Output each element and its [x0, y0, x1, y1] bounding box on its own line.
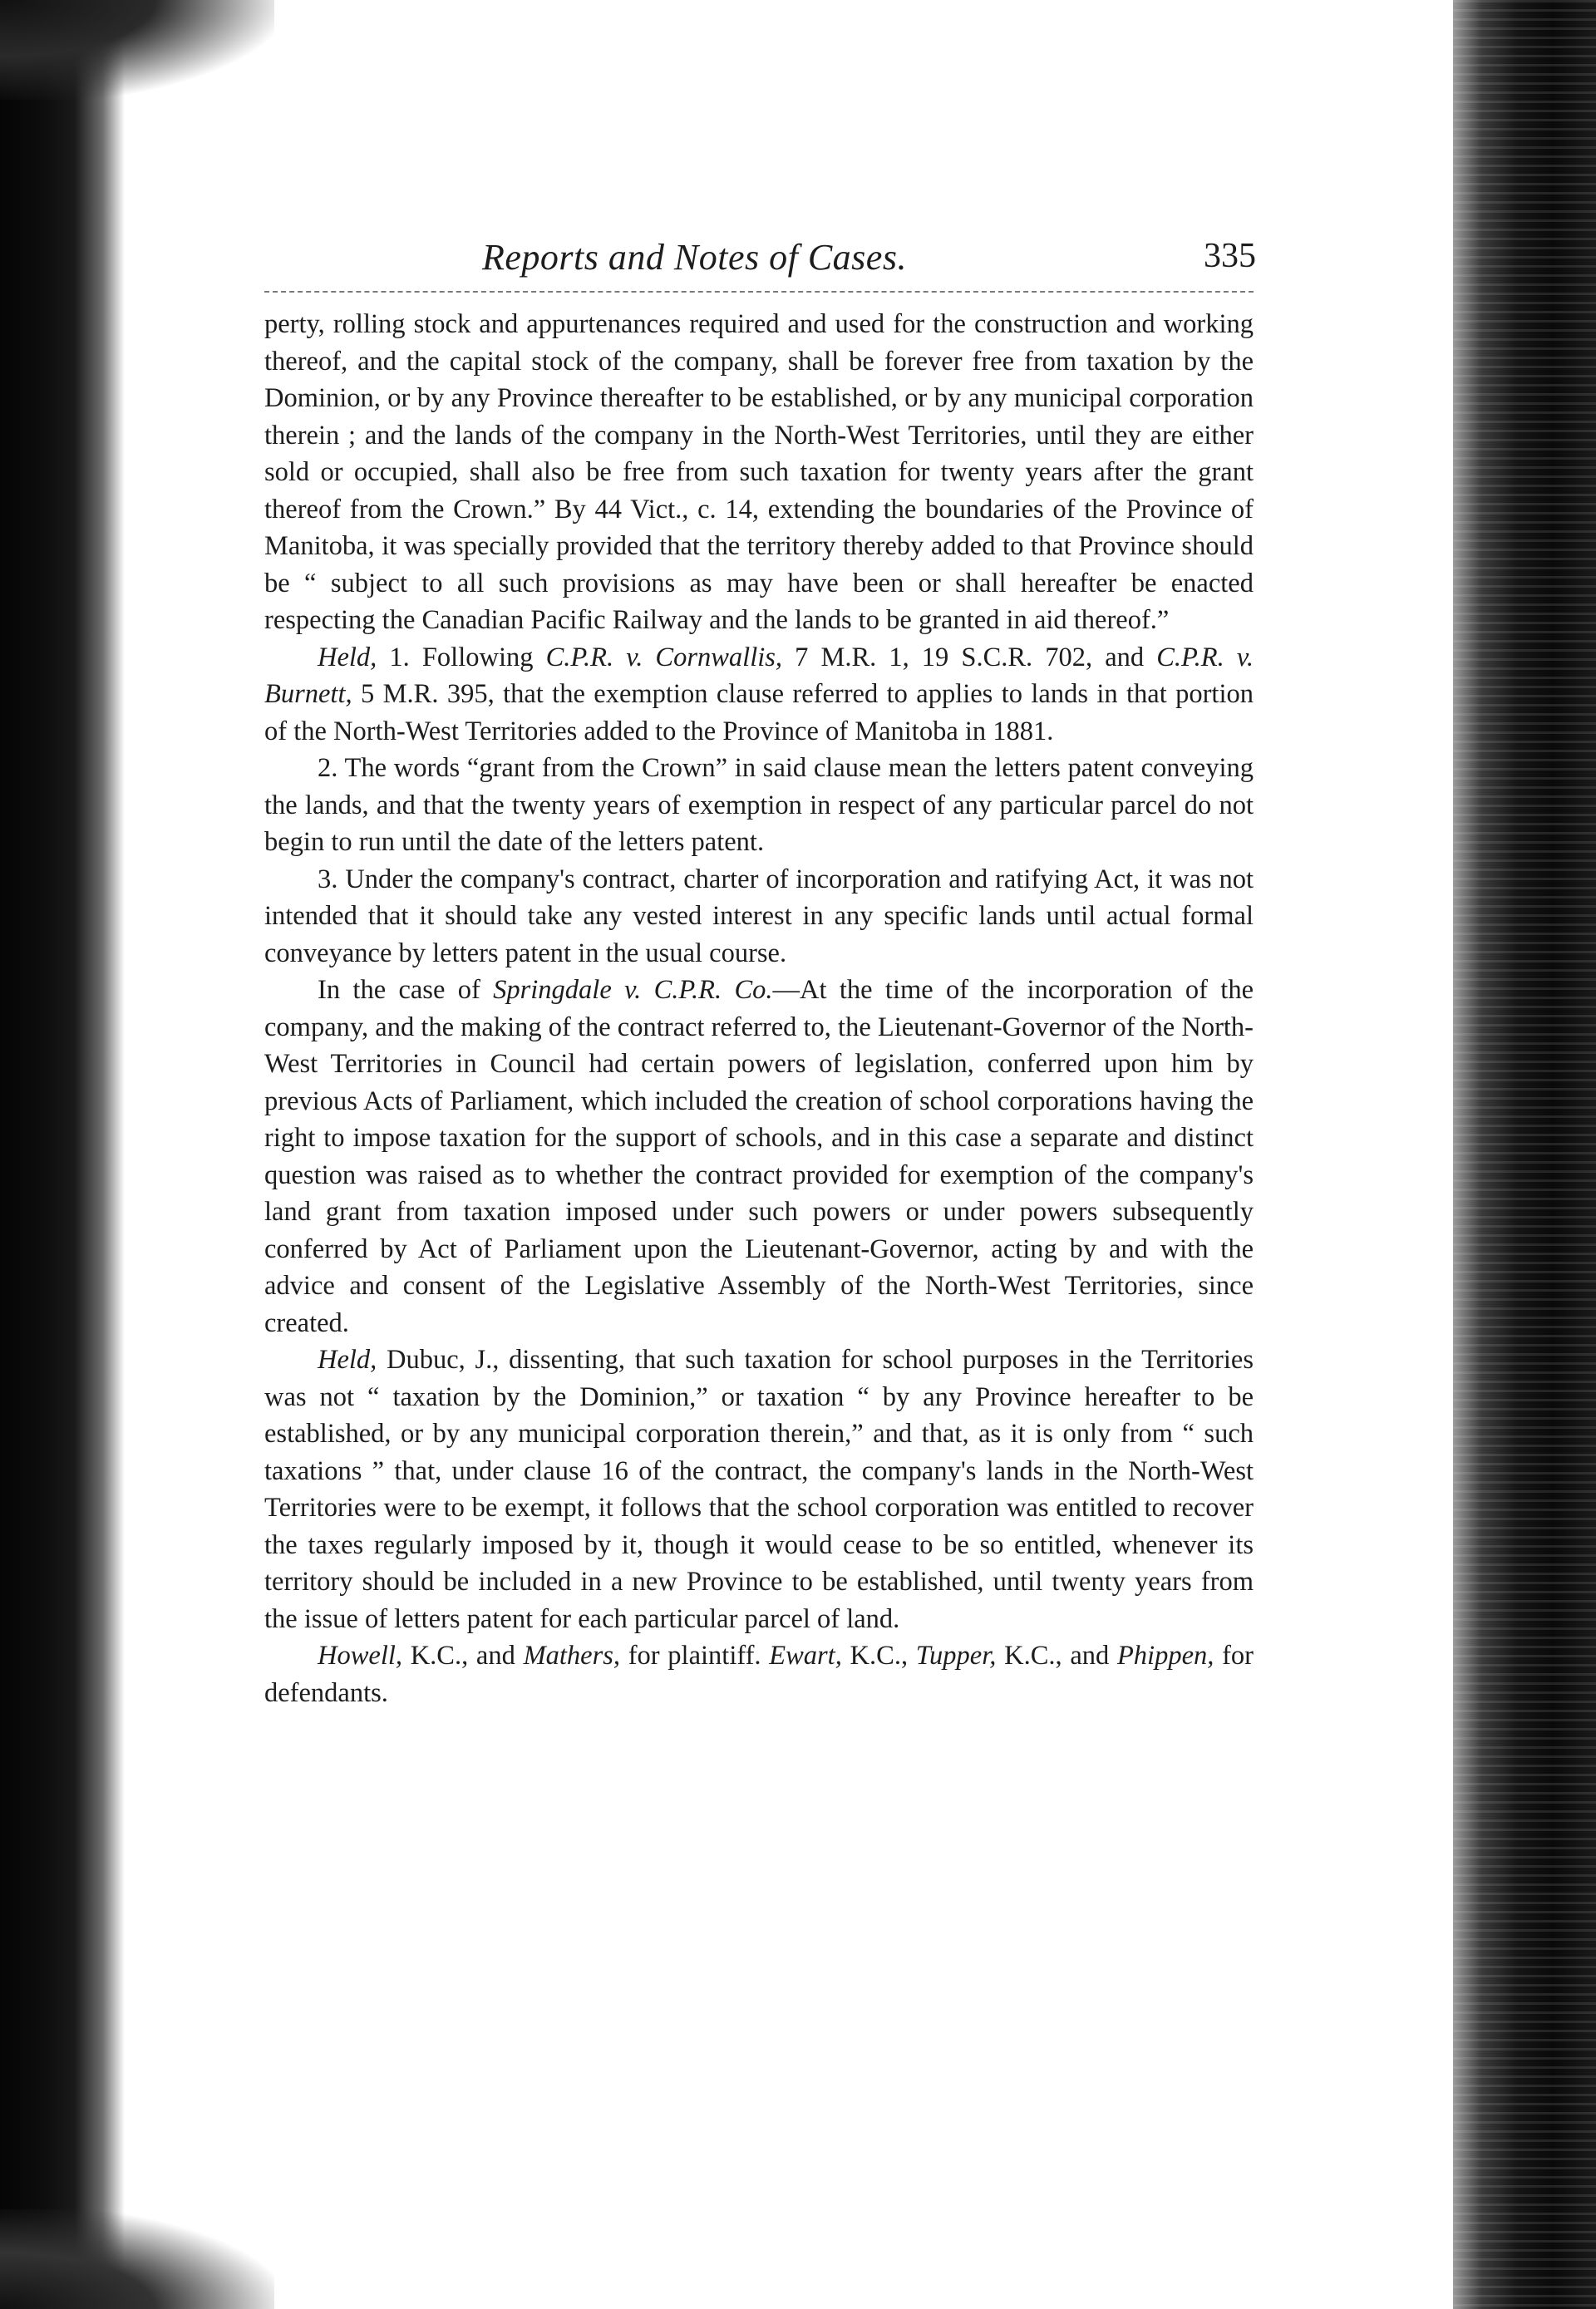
scan-edge-right	[1453, 0, 1596, 2309]
paragraph-held-1	[264, 639, 1254, 751]
case-citation: Springdale v. C.P.R. Co.	[493, 975, 773, 1005]
counsel-name: Phippen,	[1116, 1641, 1214, 1671]
held-label: Held,	[318, 1345, 377, 1375]
text-run: for defendants.	[264, 1641, 1254, 1708]
text-run: for plaintiff.	[620, 1641, 770, 1671]
running-head: Reports and Notes of Cases.	[482, 237, 907, 278]
counsel-name: Mathers,	[523, 1641, 621, 1671]
book-page	[264, 224, 1254, 1711]
counsel-name: Ewart,	[769, 1641, 842, 1671]
case-citation: C.P.R. v. Cornwallis,	[545, 642, 783, 672]
text-run: K.C.,	[841, 1641, 916, 1671]
scan-shadow-left	[0, 0, 125, 2309]
text-run: —At the time of the incorporation of the company, and the making of the contract referred to, the Lieutenant-Governor of the North-West Territories in Council had certain powers of legislation, conferred upon him by previous Acts of Parliament, which included the creation of school corporations having the right to impose taxation for the support of schools, and in this case a separate and distinct question was raised as to whether the contract provided for exemption of the company's land grant from taxation imposed under such powers or under powers subsequently conferred by Act of Parliament upon the Lieutenant-Governor, acting by and with the advice and consent of the Legislative Assembly of the North-West Territories, since created.	[264, 975, 1254, 1338]
paragraph-springdale	[264, 972, 1254, 1342]
page-header	[264, 224, 1254, 286]
paragraph-counsel	[264, 1637, 1254, 1711]
text-run: Dubuc, J., dissenting, that such taxation for school purposes in the Territories was not “ taxation by the Dominion,” or taxation “ by any Province hereafter to be established, or by any municipal corporation therein,” and that, as it is only from “ such taxations ” that, under clause 16 of the contract, the company's lands in the North-West Territories were to be exempt, it follows that the school corporation was entitled to recover the taxes regularly imposed by it, though it would cease to be so entitled, whenever its territory should be included in a new Province to be established, until twenty years from the issue of letters patent for each particular parcel of land.	[264, 1345, 1254, 1634]
scan-shadow-left-bottom	[0, 2209, 274, 2309]
body-text	[264, 306, 1254, 1711]
text-run: 5 M.R. 395, that the exemption clause referred to applies to lands in that portion of the North-West Territories added to the Province of Manitoba in 1881.	[264, 679, 1254, 746]
header-rule	[264, 291, 1254, 293]
text-run: 1. Following	[377, 642, 546, 672]
scan-shadow-left-top	[0, 0, 274, 100]
held-label: Held,	[318, 642, 377, 672]
text-run: K.C., and	[402, 1641, 524, 1671]
text-run: 7 M.R. 1, 19 S.C.R. 702, and	[782, 642, 1157, 672]
text-run: In the case of	[318, 975, 494, 1005]
paragraph-held-2: 2. The words “grant from the Crown” in said clause mean the letters patent conveying the lands, and that the twenty years of exemption in respect of any particular parcel do not begin to run until the date of the letters patent.	[264, 753, 1254, 857]
text-run: K.C., and	[996, 1641, 1117, 1671]
case-citation: C.P.R. v. Burnett,	[264, 642, 1254, 709]
paragraph-held-dissent	[264, 1342, 1254, 1637]
paragraph-held-3: 3. Under the company's contract, charter of incorporation and ratifying Act, it was not intended that it should take any vested interest in any specific lands until actual formal conveyance by letters patent in the usual course.	[264, 864, 1254, 968]
paragraph-statute-continuation: perty, rolling stock and appurtenances required and used for the construction and working thereof, and the capital stock of the company, shall be forever free from taxation by the Dominion, or by any Province thereafter to be established, or by any municipal corporation therein ; and the lands of the company in the North-West Territories, until they are either sold or occupied, shall also be free from such taxation for twenty years after the grant thereof from the Crown.” By 44 Vict., c. 14, extending the boundaries of the Province of Manitoba, it was specially provided that the territory thereby added to that Province should be “ subject to all such provisions as may have been or shall hereafter be enacted respecting the Canadian Pacific Railway and the lands to be granted in aid thereof.”	[264, 309, 1254, 635]
page-number: 335	[1204, 237, 1256, 275]
counsel-name: Howell,	[318, 1641, 403, 1671]
counsel-name: Tupper,	[915, 1641, 997, 1671]
